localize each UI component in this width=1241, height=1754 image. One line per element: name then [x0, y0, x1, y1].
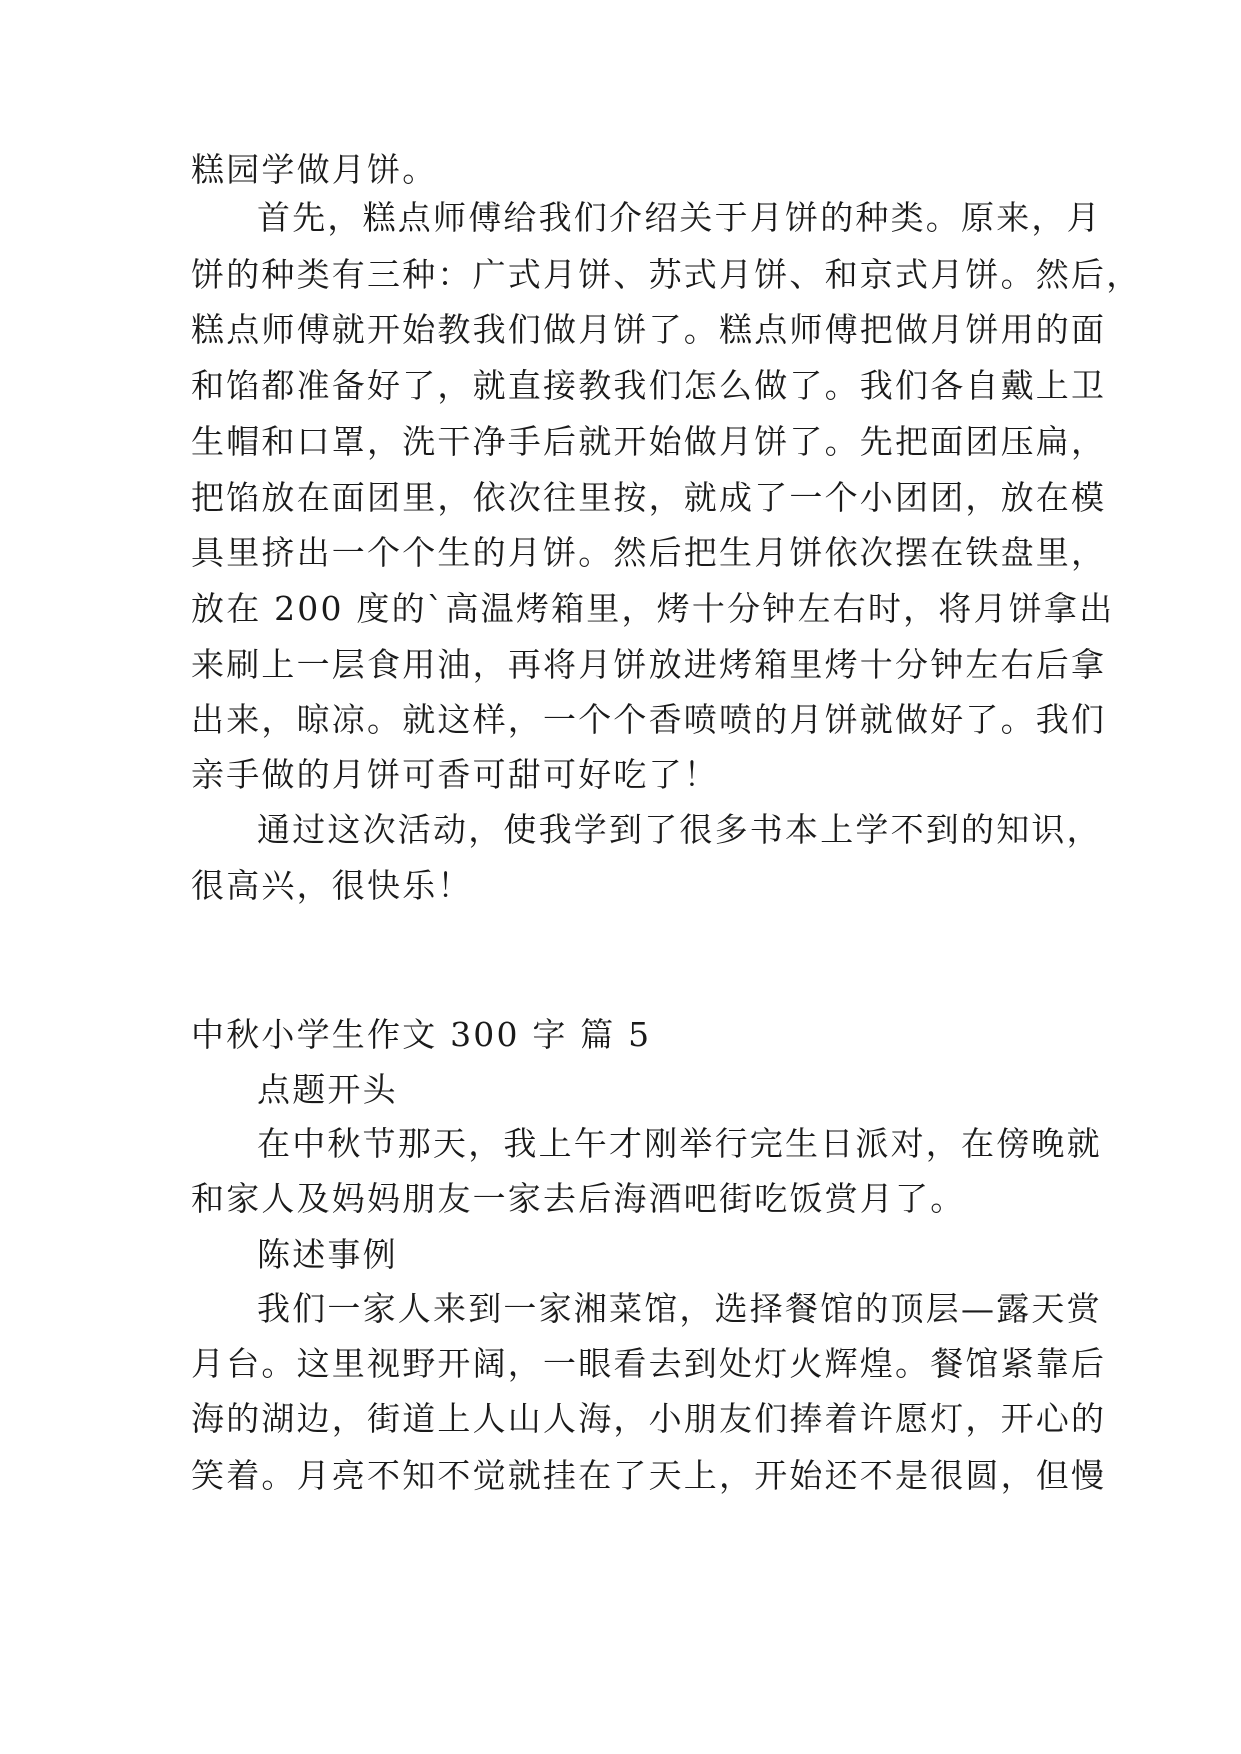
- paragraph-line: 在中秋节那天，我上午才刚举行完生日派对，在傍晚就: [257, 1124, 1102, 1163]
- text-line: 饼的种类有三种：广式月饼、苏式月饼、和京式月饼。然后，: [191, 255, 1142, 294]
- text-line: 很高兴，很快乐！: [191, 866, 473, 905]
- text-line: 生帽和口罩，洗干净手后就开始做月饼了。先把面团压扁，: [191, 422, 1107, 461]
- paragraph-line: 首先，糕点师傅给我们介绍关于月饼的种类。原来，月: [257, 198, 1102, 237]
- text-line: 把馅放在面团里，依次往里按，就成了一个小团团，放在模: [191, 478, 1107, 517]
- text-line: 亲手做的月饼可香可甜可好吃了！: [191, 755, 719, 794]
- text-line: 和馅都准备好了，就直接教我们怎么做了。我们各自戴上卫: [191, 366, 1107, 405]
- text-line: 笑着。月亮不知不觉就挂在了天上，开始还不是很圆，但慢: [191, 1456, 1107, 1495]
- text-line: 糕点师傅就开始教我们做月饼了。糕点师傅把做月饼用的面: [191, 310, 1107, 349]
- paragraph-line: 我们一家人来到一家湘菜馆，选择餐馆的顶层—露天赏: [257, 1289, 1102, 1328]
- section-heading: 中秋小学生作文 300 字 篇 5: [191, 1015, 652, 1054]
- subheading: 点题开头: [257, 1070, 398, 1109]
- text-line: 糕园学做月饼。: [191, 150, 438, 189]
- text-line: 来刷上一层食用油，再将月饼放进烤箱里烤十分钟左右后拿: [191, 645, 1107, 684]
- text-line: 放在 200 度的`高温烤箱里，烤十分钟左右时，将月饼拿出: [191, 589, 1115, 628]
- subheading: 陈述事例: [257, 1235, 398, 1274]
- text-line: 月台。这里视野开阔，一眼看去到处灯火辉煌。餐馆紧靠后: [191, 1344, 1107, 1383]
- text-line: 具里挤出一个个生的月饼。然后把生月饼依次摆在铁盘里，: [191, 533, 1107, 572]
- text-line: 和家人及妈妈朋友一家去后海酒吧街吃饭赏月了。: [191, 1179, 966, 1218]
- paragraph-line: 通过这次活动，使我学到了很多书本上学不到的知识，: [257, 810, 1102, 849]
- text-line: 海的湖边，街道上人山人海，小朋友们捧着许愿灯，开心的: [191, 1399, 1107, 1438]
- text-line: 出来，晾凉。就这样，一个个香喷喷的月饼就做好了。我们: [191, 700, 1107, 739]
